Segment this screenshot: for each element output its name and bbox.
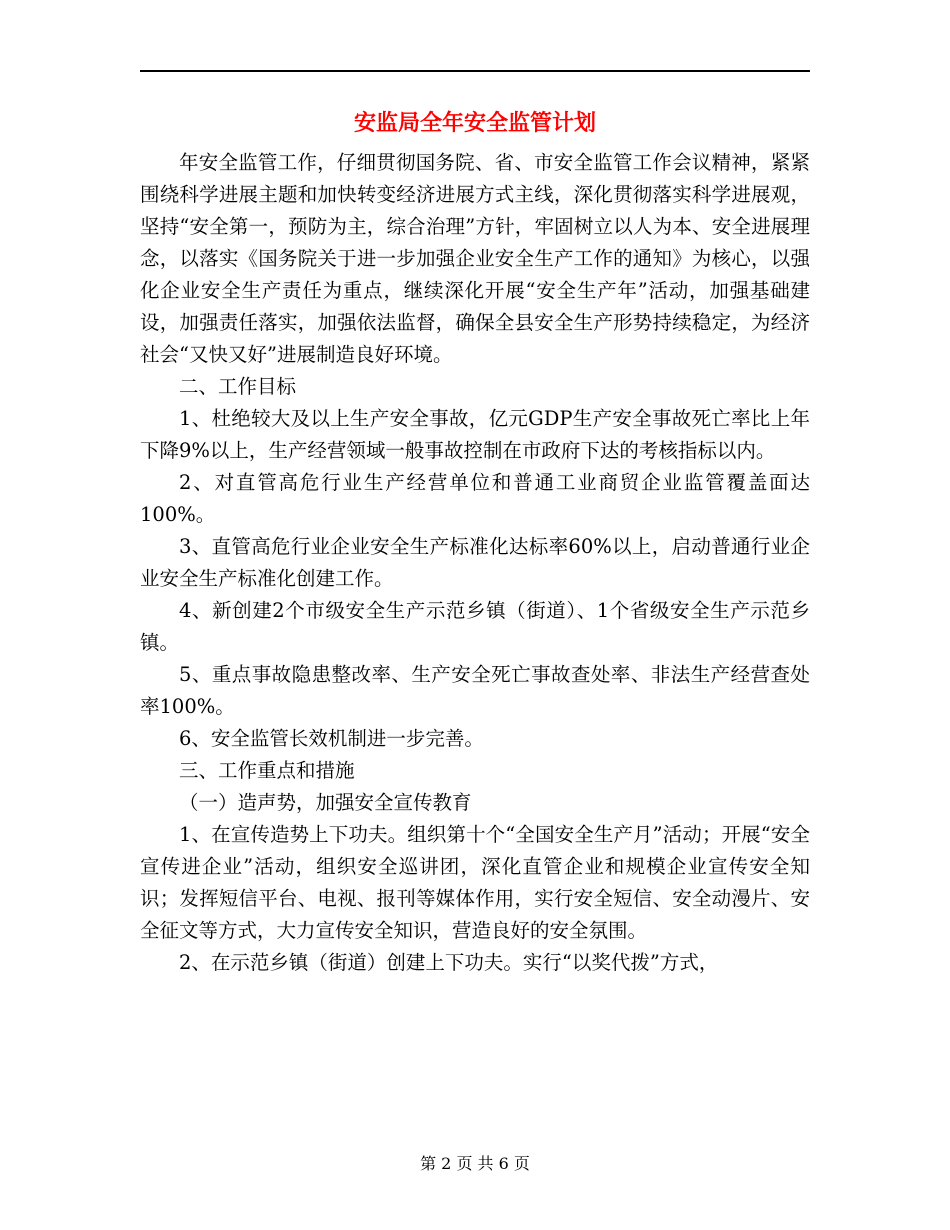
paragraph-measure-2: 2、在示范乡镇（街道）创建上下功夫。实行“以奖代拨”方式，	[179, 951, 719, 974]
paragraph-goal-2: 2、对直管高危行业生产经营单位和普通工业商贸企业监管覆盖面达100%。	[140, 471, 810, 526]
subheading-publicity: （一）造声势，加强安全宣传教育	[179, 791, 472, 814]
paragraph-goal-5: 5、重点事故隐患整改率、生产安全死亡事故查处率、非法生产经营查处率100%。	[140, 663, 810, 718]
paragraph-goal-1: 1、杜绝较大及以上生产安全事故，亿元GDP生产安全事故死亡率比上年下降9%以上，生产经营领域一般事故控制在市政府下达的考核指标以内。	[140, 407, 810, 462]
paragraph-goal-3: 3、直管高危行业企业安全生产标准化达标率60%以上，启动普通行业企业安全生产标准化创建工作。	[140, 535, 810, 590]
document-body	[140, 147, 810, 979]
heading-work-goals: 二、工作目标	[179, 375, 297, 398]
paragraph-goal-4: 4、新创建2个市级安全生产示范乡镇（街道）、1个省级安全生产示范乡镇。	[140, 599, 810, 654]
document-title: 安监局全年安全监管计划	[353, 111, 596, 136]
heading-key-measures: 三、工作重点和措施	[179, 759, 355, 782]
header-rule	[140, 70, 810, 72]
paragraph-goal-6: 6、安全监管长效机制进一步完善。	[179, 727, 484, 750]
page-footer: 第 2 页 共 6 页	[420, 1154, 530, 1173]
paragraph-intro: 年安全监管工作，仔细贯彻国务院、省、市安全监管工作会议精神，紧紧围绕科学进展主题和加快转变经济进展方式主线，深化贯彻落实科学进展观，坚持“安全第一，预防为主，综合治理”方针，牢固树立以人为本、安全进展理念，以落实《国务院关于进一步加强企业安全生产工作的通知》为核心，以强化企业安全生产责任为重点，继续深化开展“安全生产年”活动，加强基础建设，加强责任落实，加强依法监督，确保全县安全生产形势持续稳定，为经济社会“又快又好”进展制造良好环境。	[140, 151, 810, 366]
paragraph-measure-1: 1、在宣传造势上下功夫。组织第十个“全国安全生产月”活动；开展“安全宣传进企业”活动，组织安全巡讲团，深化直管企业和规模企业宣传安全知识；发挥短信平台、电视、报刊等媒体作用，实行安全短信、安全动漫片、安全征文等方式，大力宣传安全知识，营造良好的安全氛围。	[140, 823, 810, 942]
